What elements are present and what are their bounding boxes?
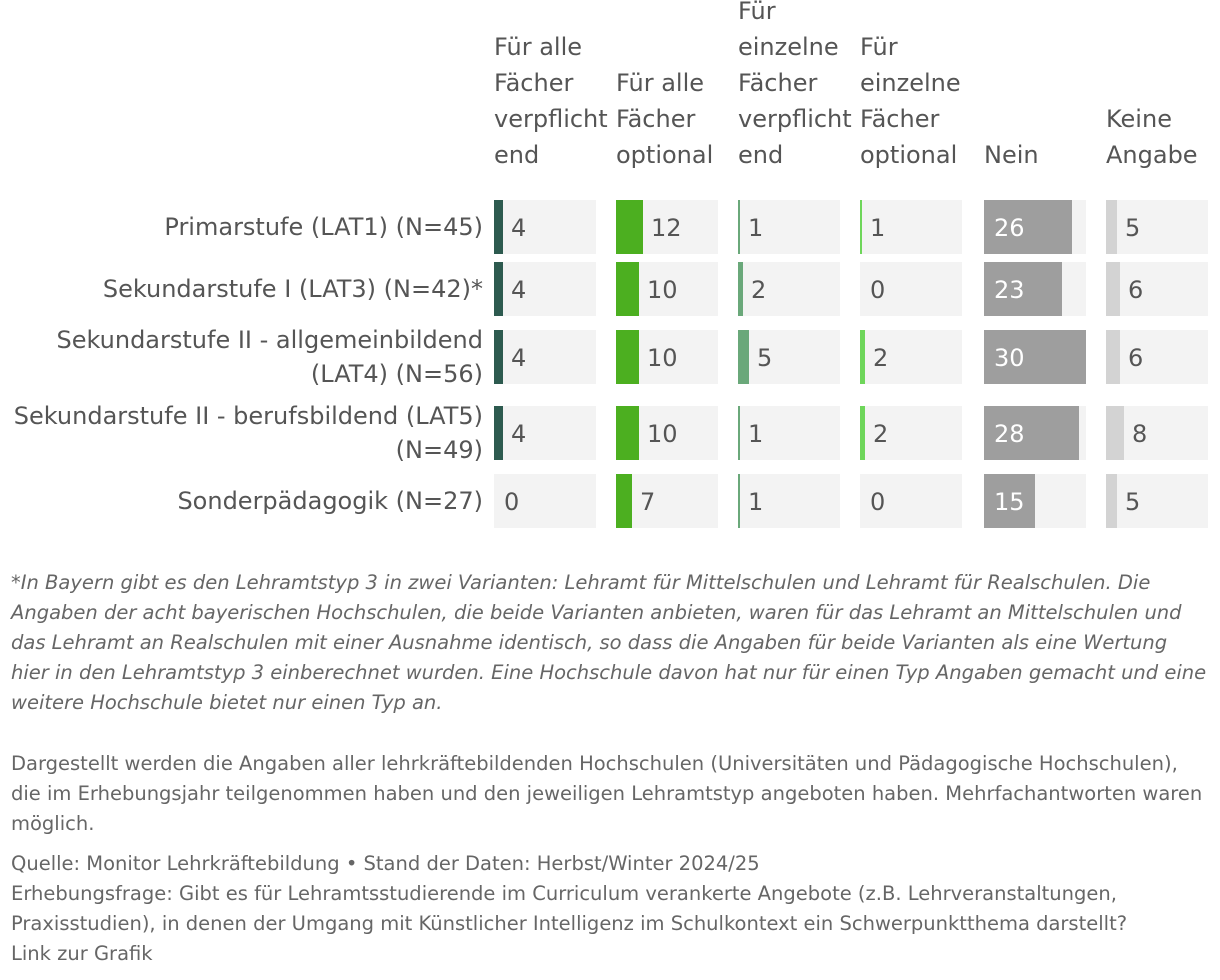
row-label-2: Sekundarstufe I (LAT3) (N=42)* [102, 275, 483, 303]
value-label-4-6: 8 [1132, 420, 1148, 448]
value-label-1-3: 1 [748, 214, 764, 242]
cell-background [494, 330, 596, 384]
value-label-2-2: 10 [647, 276, 678, 304]
bar-2-2 [616, 262, 639, 316]
value-label-5-6: 5 [1125, 488, 1141, 516]
bar-2-3 [738, 262, 743, 316]
value-label-4-4: 2 [873, 420, 889, 448]
bar-5-2 [616, 474, 632, 528]
bar-1-2 [616, 200, 643, 254]
cell-background [738, 330, 840, 384]
bar-1-6 [1106, 200, 1117, 254]
bar-4-3 [738, 406, 740, 460]
cell-background [1106, 474, 1208, 528]
bar-3-2 [616, 330, 639, 384]
value-label-3-1: 4 [511, 344, 527, 372]
value-label-3-5: 30 [994, 344, 1025, 372]
value-label-5-1: 0 [504, 488, 520, 516]
cell-background [494, 406, 596, 460]
bar-5-6 [1106, 474, 1117, 528]
value-label-2-6: 6 [1128, 276, 1144, 304]
column-header-6: Keine Angabe [1106, 105, 1198, 169]
column-header-1: Für alle Fächer verpflicht end [494, 33, 608, 169]
bar-5-3 [738, 474, 740, 528]
cell-background [1106, 330, 1208, 384]
cell-background [1106, 200, 1208, 254]
value-label-4-5: 28 [994, 420, 1025, 448]
value-label-2-1: 4 [511, 276, 527, 304]
column-header-5: Nein [984, 141, 1039, 169]
row-label-4: Sekundarstufe II - berufsbildend (LAT5) (N=49) [13, 402, 483, 464]
value-label-1-5: 26 [994, 214, 1025, 242]
value-label-5-3: 1 [748, 488, 764, 516]
survey-question: Erhebungsfrage: Gibt es für Lehramtsstudierende im Curriculum verankerte Angebote (z.B. Lehrveranstaltungen, Praxisstudien), in denen der Umgang mit Künstlicher Intelligenz im Schulkontext ein Schwerpunktthema darstellt? [11, 882, 1128, 935]
value-label-4-1: 4 [511, 420, 527, 448]
link-to-graphic[interactable]: Link zur Grafik [11, 942, 153, 965]
bar-4-2 [616, 406, 639, 460]
bar-1-1 [494, 200, 503, 254]
description [11, 749, 1211, 839]
cell-background [1106, 262, 1208, 316]
footnote [11, 568, 1211, 718]
value-label-5-2: 7 [640, 488, 656, 516]
column-header-2: Für alle Fächer optional [616, 69, 714, 169]
row-label-1: Primarstufe (LAT1) (N=45) [164, 213, 483, 241]
bar-3-6 [1106, 330, 1120, 384]
value-label-4-2: 10 [647, 420, 678, 448]
value-label-2-5: 23 [994, 276, 1025, 304]
value-label-3-2: 10 [647, 344, 678, 372]
value-label-1-6: 5 [1125, 214, 1141, 242]
bar-4-4 [860, 406, 865, 460]
bar-2-6 [1106, 262, 1120, 316]
column-header-4: Für einzelne Fächer optional [860, 33, 961, 169]
value-label-3-3: 5 [757, 344, 773, 372]
bar-1-4 [860, 200, 862, 254]
source-block [11, 849, 1211, 969]
footnote-text: *In Bayern gibt es den Lehramtstyp 3 in zwei Varianten: Lehramt für Mittelschulen und Lehramt für Realschulen. Die Angaben der acht bayerischen Hochschulen, die beide Varianten anbieten, waren für das Lehramt an Mittelschulen und das Lehramt an Realschulen mit einer Ausnahme identisch, so dass die Angaben für beide Varianten als eine Wertung hier in den Lehramtstyp 3 einberechnet wurden. Eine Hochschule davon hat nur für einen Typ Angaben gemacht und eine weitere Hochschule bietet nur einen Typ an. [11, 571, 1207, 714]
value-label-2-3: 2 [751, 276, 767, 304]
bar-1-3 [738, 200, 740, 254]
cell-background [494, 262, 596, 316]
value-label-1-2: 12 [651, 214, 682, 242]
value-label-4-3: 1 [748, 420, 764, 448]
bar-3-4 [860, 330, 865, 384]
value-label-3-6: 6 [1128, 344, 1144, 372]
column-header-3: Für einzelne Fächer verpflicht end [738, 0, 852, 169]
bar-2-1 [494, 262, 503, 316]
row-label-5: Sonderpädagogik (N=27) [177, 487, 483, 515]
bar-4-6 [1106, 406, 1124, 460]
value-label-5-4: 0 [870, 488, 886, 516]
bar-3-3 [738, 330, 749, 384]
bar-3-1 [494, 330, 503, 384]
source-text: Quelle: Monitor Lehrkräftebildung • Stand der Daten: Herbst/Winter 2024/25 [11, 852, 760, 875]
row-label-3: Sekundarstufe II - allgemeinbildend (LAT4) (N=56) [56, 326, 483, 388]
description-text: Dargestellt werden die Angaben aller lehrkräftebildenden Hochschulen (Universitäten und Pädagogische Hochschulen), die im Erhebungsjahr teilgenommen haben und den jeweiligen Lehramtstyp angeboten haben. Mehrfachantworten waren möglich. [11, 752, 1203, 835]
cell-background [494, 200, 596, 254]
value-label-5-5: 15 [994, 488, 1025, 516]
bar-4-1 [494, 406, 503, 460]
value-label-3-4: 2 [873, 344, 889, 372]
value-label-2-4: 0 [870, 276, 886, 304]
value-label-1-4: 1 [870, 214, 886, 242]
value-label-1-1: 4 [511, 214, 527, 242]
